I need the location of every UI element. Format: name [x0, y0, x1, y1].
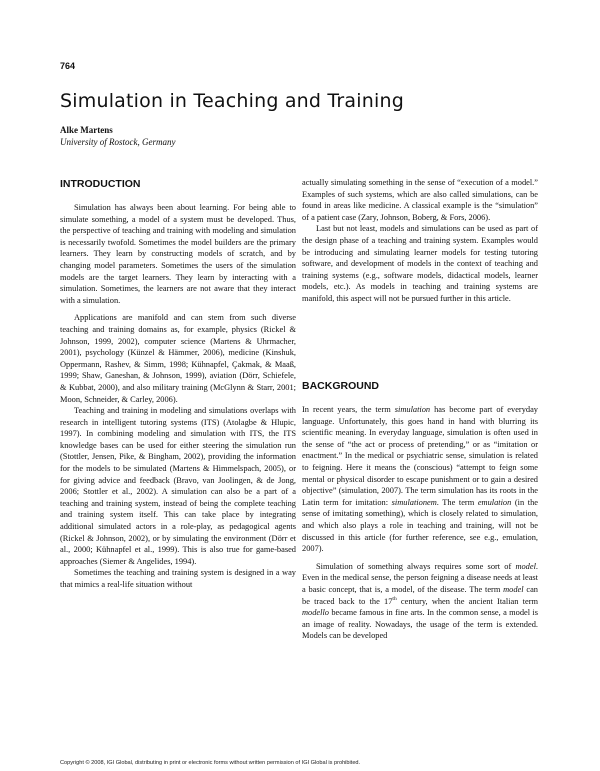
copyright-footer: Copyright © 2008, IGI Global, distributing in print or electronic forms without written permission of IGI Global is prohibited. [60, 760, 361, 766]
paragraph: In recent years, the term simulation has become part of everyday language. Unfortunately, this goes hand in hand with blurring its scientific meaning. In everyday language, simulation is often used in the sense of “the act or process of pretending,” or as “imitation or enactment.” In the medical or psychiatric sense, simulation is related to feigning. Here it means the (conscious) “attempt to feign some mental or physical disorder to escape punishment or to gain a desired objective” (simulation, 2007). The term simulation has its roots in the Latin term for imitation: simulationem. The term emulation (in the sense of imitating something), which is closely related to simulation, and which also plays a role in teaching and training, will not be discussed in this article (for further reference, see e.g., emulation, 2007). [302, 405, 538, 554]
right-column-top [302, 177, 538, 305]
paragraph: Teaching and training in modeling and simulations overlaps with research in intelligent tutoring systems (ITS) (Atolagbe & Hlupic, 1997). In combining modeling and simulation with ITS, the ITS knowledge bases can be used for either steering the simulation run (Stottler, Jensen, Pike, & Bingham, 2002), providing the information for the models to be simulated (Martens & Himmelspach, 2005), or for giving advice and feedback (Bravo, van Joolingen, & de Jong, 2006; Stottler et al., 2002). A simulation can also be a part of a teaching and training system, instead of being the complete teaching and training system itself. This can take place by integrating additional simulated actors in a role-play, as pedagogical agents (Rickel & Johnson, 2002), or by simulating the environment (Dörr et al., 2000; Kühnapfel et al., 1999). This is also true for game-based approaches (Siemer & Angelides, 1994). [60, 406, 296, 566]
paragraph: actually simulating something in the sense of “execution of a model.” Examples of such systems, which are also called simulations, can be found in areas like medicine. A classical example is the “simulation” of a patient case (Zary, Johnson, Boberg, & Fors, 2006). [302, 178, 538, 222]
paragraph: Simulation of something always requires some sort of model. Even in the medical sense, the person feigning a disease needs at least a basic concept, that is, a model, of the disease. The term model can be traced back to the 17th century, when the ancient Italian term modello became famous in fine arts. In the common sense, a model is an image of reality. Nowadays, the usage of the term is extended. Models can be developed [302, 561, 539, 641]
page-number: 764 [60, 61, 76, 71]
paragraph: Sometimes the teaching and training system is designed in a way that mimics a real-life situation without [60, 568, 296, 589]
right-column-bottom [302, 404, 538, 642]
paragraph: Last but not least, models and simulations can be used as part of the design phase of a teaching and training system. Examples would be introducing and simulating learner models for testing tutoring software, and development of models in the context of teaching and training systems (e.g., software models, didactical models, learner models, etc.). As models in teaching and training systems are manifold, this aspect will not be pursued further in this article. [302, 224, 538, 303]
author-name: Alke Martens [60, 125, 113, 135]
paragraph: Applications are manifold and can stem from such diverse teaching and training domains as, for example, physics (Rickel & Johnson, 1999, 2002), computer science (Martens & Uhrmacher, 2001), psychology (Künzel & Hämmer, 2006), medicine (Kinshuk, Oppermann, Rashev, & Simm, 1998; Kühnapfel, Çakmak, & Maaß, 1999; Shaw, Ganeshan, & Johnson, 1999), aviation (Dörr, Schiefele, & Kubbat, 2000), and also military training (McGlynn & Starr, 2001; Moon, Schneider, & Carley, 2006). [60, 313, 296, 404]
section-heading-introduction: INTRODUCTION [60, 178, 141, 190]
left-column [60, 202, 296, 591]
paragraph: Simulation has always been about learning. For being able to simulate something, a model of a system must be developed. Thus, the perspective of teaching and training with modeling and simulation is necessarily twofold. Sometimes the model builders are the primary learners. They learn by constructing models of scratch, and by changing model parameters. Sometimes the users of the simulation models are the target learners. They learn by interacting with a simulation. Sometimes, the learners are not aware that they interact with a simulation. [60, 203, 296, 305]
article-title: Simulation in Teaching and Training [60, 90, 404, 112]
author-affiliation: University of Rostock, Germany [60, 137, 176, 147]
section-heading-background: BACKGROUND [302, 380, 379, 392]
